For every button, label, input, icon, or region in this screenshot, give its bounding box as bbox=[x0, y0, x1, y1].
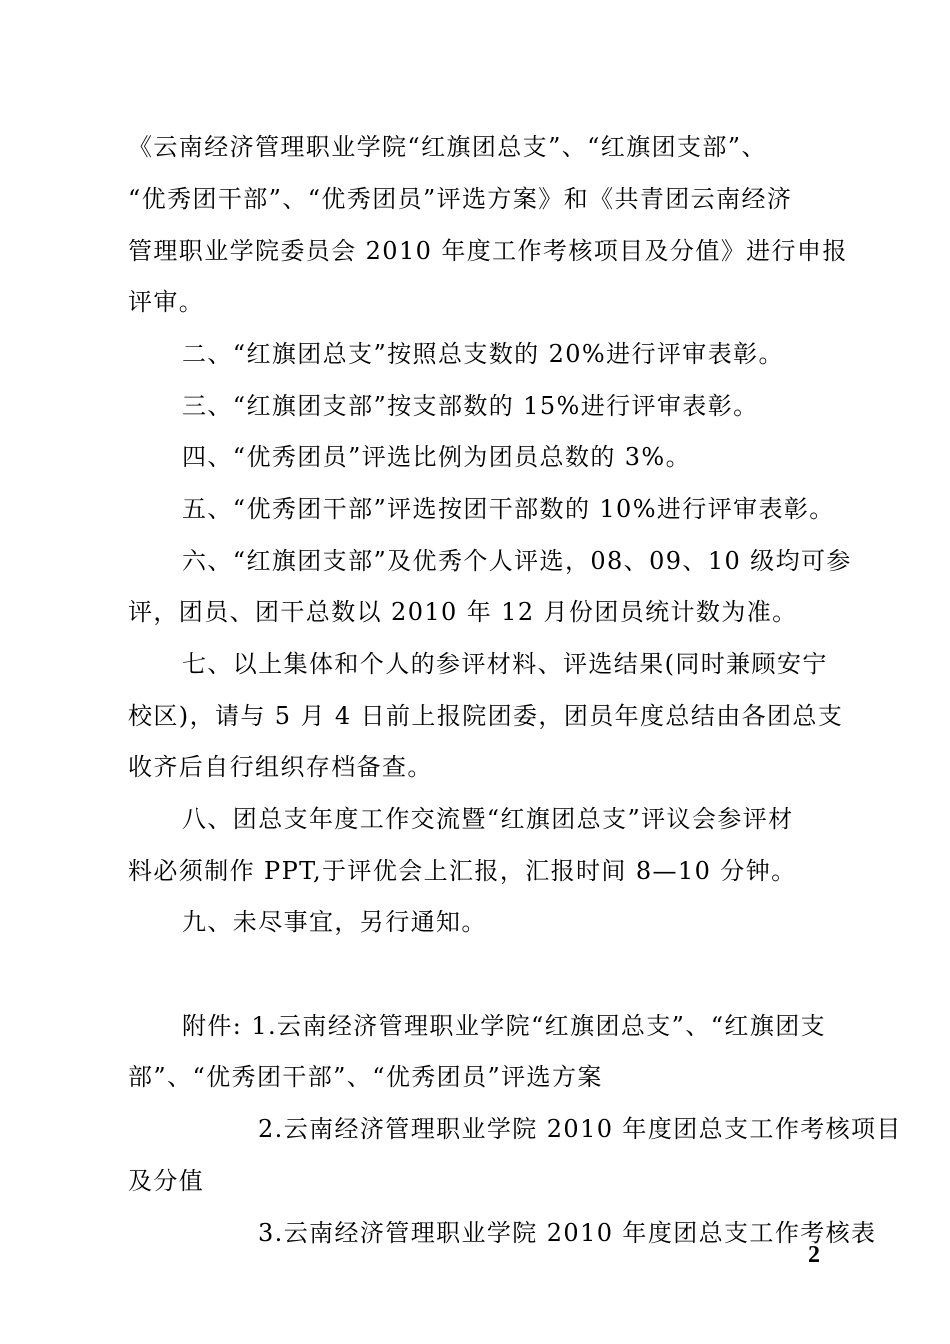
body-line: 管理职业学院委员会 2010 年度工作考核项目及分值》进行申报 bbox=[128, 237, 848, 265]
attachment-1: 附件: 1.云南经济管理职业学院“红旗团总支”、“红旗团支 bbox=[182, 1012, 827, 1040]
clause-6-cont: 评，团员、团干总数以 2010 年 12 月份团员统计数为准。 bbox=[128, 598, 798, 626]
page-number: 2 bbox=[808, 1242, 820, 1268]
attachment-1-cont: 部”、“优秀团干部”、“优秀团员”评选方案 bbox=[128, 1063, 603, 1091]
clause-9: 九、未尽事宜，另行通知。 bbox=[182, 908, 487, 936]
attachment-3: 3.云南经济管理职业学院 2010 年度团总支工作考核表 bbox=[258, 1219, 877, 1247]
clause-7: 七、以上集体和个人的参评材料、评选结果(同时兼顾安宁 bbox=[182, 650, 828, 678]
attachment-2: 2.云南经济管理职业学院 2010 年度团总支工作考核项目 bbox=[258, 1115, 902, 1143]
clause-3: 三、“红旗团支部”按支部数的 15%进行评审表彰。 bbox=[182, 392, 759, 420]
clause-4: 四、“优秀团员”评选比例为团员总数的 3%。 bbox=[182, 443, 692, 471]
body-line: 评审。 bbox=[128, 288, 205, 316]
clause-8-cont: 料必须制作 PPT,于评优会上汇报，汇报时间 8—10 分钟。 bbox=[128, 857, 797, 885]
clause-8: 八、团总支年度工作交流暨“红旗团总支”评议会参评材 bbox=[182, 805, 794, 833]
clause-5: 五、“优秀团干部”评选按团干部数的 10%进行评审表彰。 bbox=[182, 495, 835, 523]
clause-7-cont: 校区)，请与 5 月 4 日前上报院团委，团员年度总结由各团总支 bbox=[128, 702, 844, 730]
attachment-2-cont: 及分值 bbox=[128, 1167, 205, 1195]
clause-6: 六、“红旗团支部”及优秀个人评选，08、09、10 级均可参 bbox=[182, 547, 852, 575]
clause-7-cont: 收齐后自行组织存档备查。 bbox=[128, 753, 433, 781]
body-line: “优秀团干部”、“优秀团员”评选方案》和《共青团云南经济 bbox=[128, 185, 793, 213]
clause-2: 二、“红旗团总支”按照总支数的 20%进行评审表彰。 bbox=[182, 340, 784, 368]
body-line: 《云南经济管理职业学院“红旗团总支”、“红旗团支部”、 bbox=[128, 133, 767, 161]
